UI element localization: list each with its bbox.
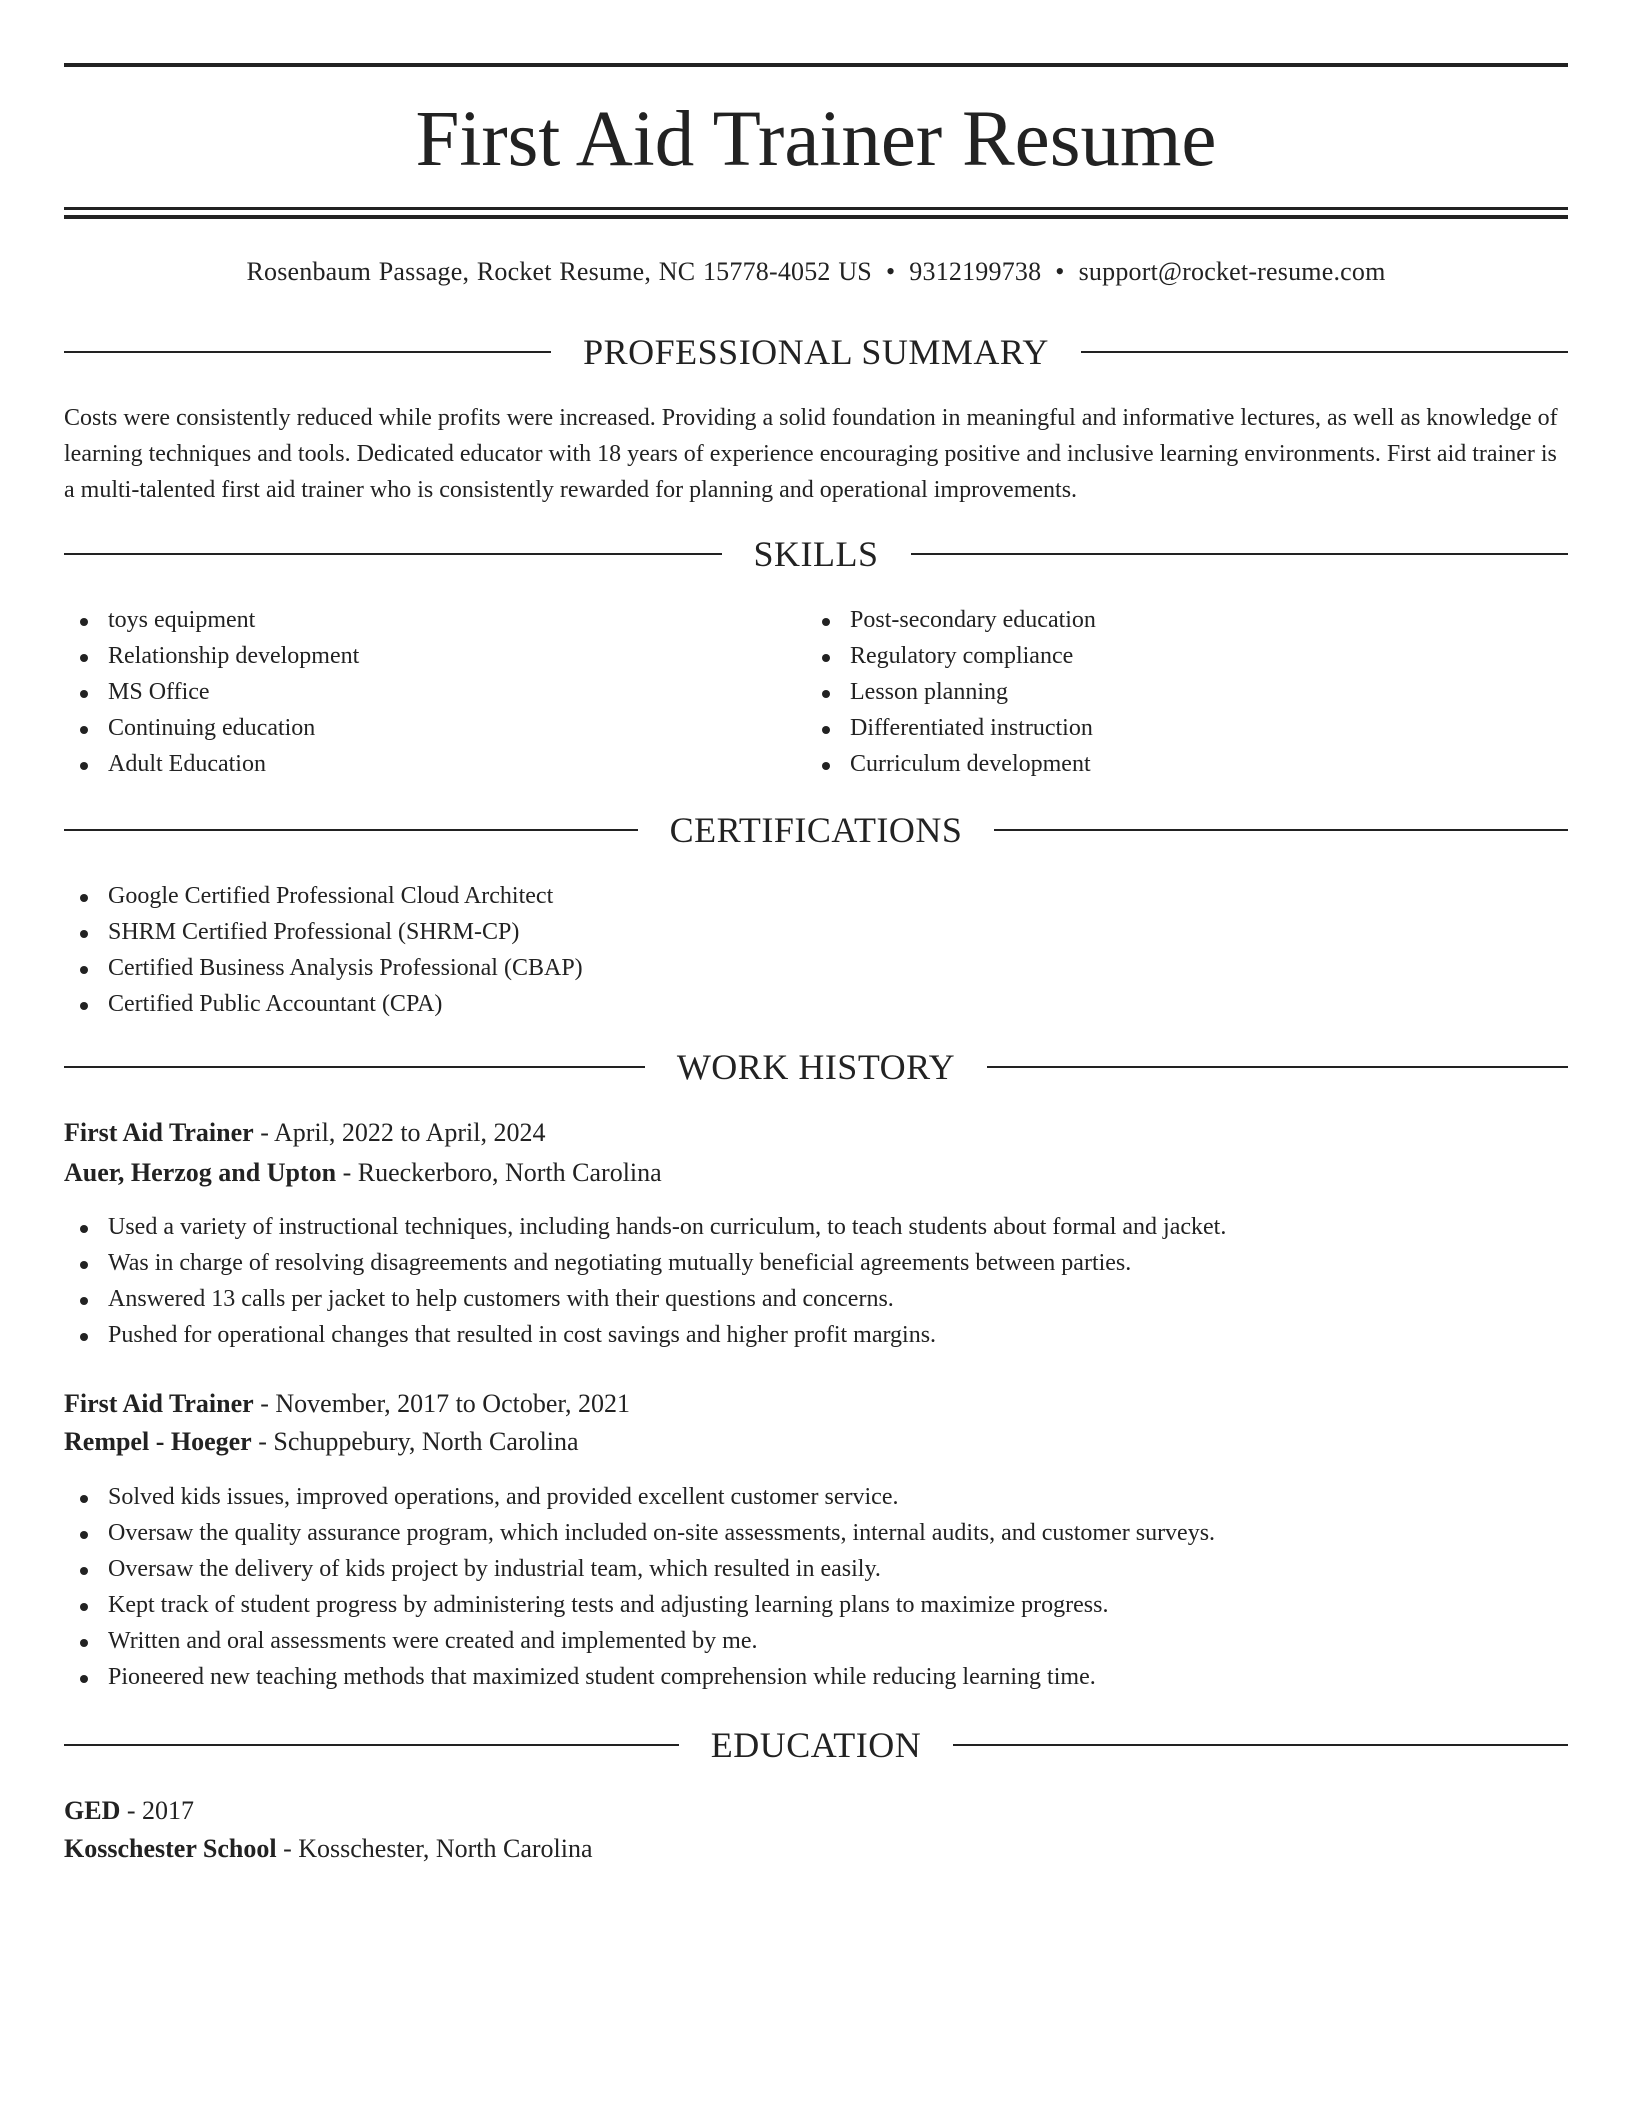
contact-line <box>64 254 1568 290</box>
divider-line <box>64 351 551 353</box>
contact-separator: • <box>1055 257 1065 286</box>
divider-line <box>64 1066 645 1068</box>
certifications-list <box>64 878 1568 1022</box>
top-rule <box>64 63 1568 67</box>
education-location: Kosschester, North Carolina <box>298 1834 593 1863</box>
joiner: - <box>251 1427 274 1456</box>
certification-item: Certified Public Accountant (CPA) <box>64 986 1568 1022</box>
section-title: EDUCATION <box>710 1725 922 1765</box>
section-header-skills <box>64 532 1568 576</box>
contact-separator: • <box>885 257 896 286</box>
certification-item: Certified Business Analysis Professional (CBAP) <box>64 950 1568 986</box>
job-bullet: Used a variety of instructional techniques, including hands-on curriculum, to teach students about formal and jacket. <box>64 1209 1568 1245</box>
job-dates: April, 2022 to April, 2024 <box>273 1118 546 1147</box>
education-school-line <box>64 1830 1568 1868</box>
job-bullets <box>64 1209 1568 1353</box>
divider-line <box>911 553 1569 555</box>
job-title: First Aid Trainer <box>64 1389 254 1418</box>
divider-line <box>64 1744 679 1746</box>
skill-item: Post-secondary education <box>806 602 1506 638</box>
skills-list-right <box>806 602 1506 782</box>
summary-text: Costs were consistently reduced while profits were increased. Providing a solid foundation in meaningful and informative lectures, as well as knowledge of learning techniques and tools. Dedicated educator with 18 years of experience encouraging positive and inclusive learning environments. First aid trainer is a multi-talented first aid trainer who is consistently rewarded for planning and operational improvements. <box>64 405 1558 503</box>
skill-item: Lesson planning <box>806 674 1506 710</box>
contact-phone: 9312199738 <box>909 257 1042 286</box>
skill-item: MS Office <box>64 674 764 710</box>
job-company-line <box>64 1423 1568 1461</box>
job-bullet: Answered 13 calls per jacket to help customers with their questions and concerns. <box>64 1281 1568 1317</box>
skill-item: Relationship development <box>64 638 764 674</box>
job-bullet: Solved kids issues, improved operations, and provided excellent customer service. <box>64 1479 1568 1515</box>
job-bullets <box>64 1479 1568 1695</box>
section-title: SKILLS <box>753 534 879 574</box>
joiner: - <box>253 1389 276 1418</box>
job-title-line <box>64 1385 1568 1423</box>
contact-address: Rosenbaum Passage, Rocket Resume, NC 15778-4052 US <box>246 257 872 286</box>
divider-line <box>1081 351 1568 353</box>
education-year: 2017 <box>142 1796 195 1825</box>
divider-line <box>994 829 1568 831</box>
education-school: Kosschester School <box>64 1834 277 1863</box>
company-name: Rempel - Hoeger <box>64 1427 252 1456</box>
company-location: Schuppebury, North Carolina <box>273 1427 579 1456</box>
certification-item: Google Certified Professional Cloud Architect <box>64 878 1568 914</box>
job-title: First Aid Trainer <box>64 1118 254 1147</box>
skill-item: Continuing education <box>64 710 764 746</box>
skills-list-left <box>64 602 764 782</box>
title-rule-lower <box>64 215 1568 219</box>
divider-line <box>64 829 638 831</box>
section-header-education <box>64 1723 1568 1767</box>
section-header-work-history <box>64 1045 1568 1089</box>
section-title: PROFESSIONAL SUMMARY <box>583 332 1049 372</box>
divider-line <box>987 1066 1568 1068</box>
education-degree-line <box>64 1792 1568 1830</box>
job-company-line <box>64 1154 1568 1192</box>
joiner: - <box>253 1118 274 1147</box>
skill-item: toys equipment <box>64 602 764 638</box>
skill-item: Adult Education <box>64 746 764 782</box>
job-dates: November, 2017 to October, 2021 <box>275 1389 630 1418</box>
job-bullet: Oversaw the quality assurance program, which included on-site assessments, internal audits, and customer surveys. <box>64 1515 1568 1551</box>
job-bullet: Was in charge of resolving disagreements and negotiating mutually beneficial agreements between parties. <box>64 1245 1568 1281</box>
education-degree: GED <box>64 1796 121 1825</box>
skill-item: Curriculum development <box>806 746 1506 782</box>
job-bullet: Pioneered new teaching methods that maximized student comprehension while reducing learning time. <box>64 1659 1568 1695</box>
title-rule-upper <box>64 207 1568 210</box>
job-bullet: Pushed for operational changes that resulted in cost savings and higher profit margins. <box>64 1317 1568 1353</box>
joiner: - <box>336 1158 358 1187</box>
section-header-summary <box>64 330 1568 374</box>
section-title: CERTIFICATIONS <box>669 810 963 850</box>
divider-line <box>953 1744 1568 1746</box>
job-title-line <box>64 1114 1568 1152</box>
company-name: Auer, Herzog and Upton <box>64 1158 337 1187</box>
resume-title: First Aid Trainer Resume <box>415 96 1217 183</box>
skill-item: Regulatory compliance <box>806 638 1506 674</box>
skill-item: Differentiated instruction <box>806 710 1506 746</box>
job-bullet: Written and oral assessments were created and implemented by me. <box>64 1623 1568 1659</box>
divider-line <box>64 553 722 555</box>
section-header-certifications <box>64 808 1568 852</box>
contact-email: support@rocket-resume.com <box>1078 257 1386 286</box>
section-title: WORK HISTORY <box>676 1047 956 1087</box>
job-bullet: Oversaw the delivery of kids project by industrial team, which resulted in easily. <box>64 1551 1568 1587</box>
company-location: Rueckerboro, North Carolina <box>357 1158 662 1187</box>
job-bullet: Kept track of student progress by administering tests and adjusting learning plans to maximize progress. <box>64 1587 1568 1623</box>
joiner: - <box>120 1796 143 1825</box>
joiner: - <box>276 1834 299 1863</box>
certification-item: SHRM Certified Professional (SHRM-CP) <box>64 914 1568 950</box>
